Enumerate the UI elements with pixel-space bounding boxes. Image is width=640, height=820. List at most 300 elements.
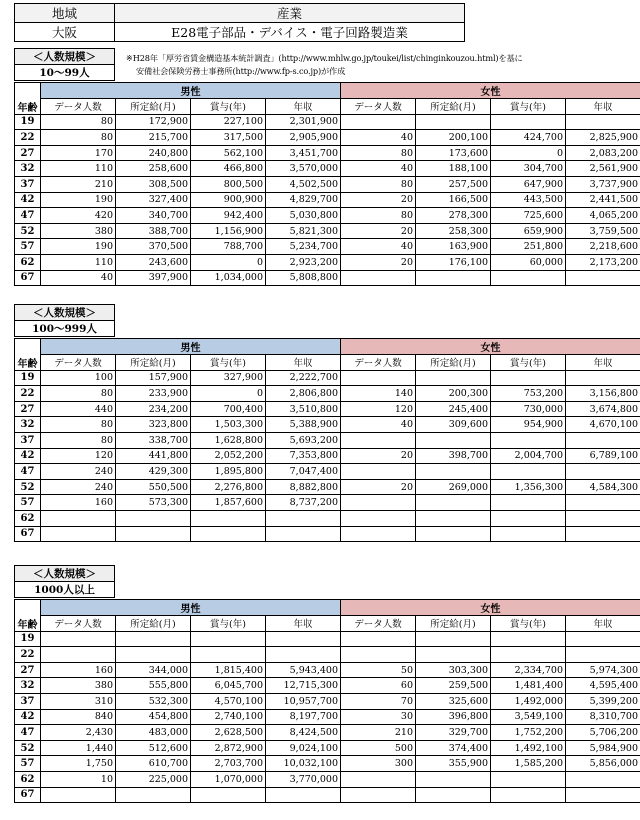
male-bonus-cell: 562,100 bbox=[191, 145, 266, 161]
female-income-cell: 2,441,500 bbox=[566, 192, 640, 208]
female-salary-cell bbox=[416, 464, 491, 480]
wage-table bbox=[14, 338, 640, 542]
table-row bbox=[15, 526, 640, 542]
male-salary-cell: 338,700 bbox=[116, 432, 191, 448]
female-bonus-cell: 1,481,400 bbox=[491, 678, 566, 694]
female-income-cell bbox=[566, 432, 640, 448]
column-header-count: データ人数 bbox=[41, 99, 116, 115]
size-box bbox=[14, 48, 115, 81]
male-bonus-cell: 700,400 bbox=[191, 401, 266, 417]
male-header: 男性 bbox=[41, 339, 341, 355]
female-bonus-cell: 954,900 bbox=[491, 417, 566, 433]
male-count-cell: 80 bbox=[41, 386, 116, 402]
male-salary-cell: 225,000 bbox=[116, 771, 191, 787]
male-count-cell: 210 bbox=[41, 176, 116, 192]
male-salary-cell: 532,300 bbox=[116, 693, 191, 709]
female-count-cell: 40 bbox=[341, 417, 416, 433]
male-salary-cell: 512,600 bbox=[116, 740, 191, 756]
female-bonus-cell bbox=[491, 631, 566, 647]
female-bonus-cell: 3,549,100 bbox=[491, 709, 566, 725]
male-income-cell: 3,451,700 bbox=[266, 145, 341, 161]
female-bonus-cell: 725,600 bbox=[491, 208, 566, 224]
male-count-cell bbox=[41, 526, 116, 542]
female-count-cell bbox=[341, 370, 416, 386]
female-count-cell: 50 bbox=[341, 662, 416, 678]
male-count-cell: 190 bbox=[41, 192, 116, 208]
female-salary-cell: 396,800 bbox=[416, 709, 491, 725]
female-salary-cell: 163,900 bbox=[416, 239, 491, 255]
male-income-cell: 5,821,300 bbox=[266, 223, 341, 239]
male-salary-cell: 454,800 bbox=[116, 709, 191, 725]
female-count-cell: 70 bbox=[341, 693, 416, 709]
male-bonus-cell: 1,628,800 bbox=[191, 432, 266, 448]
female-salary-cell bbox=[416, 495, 491, 511]
male-bonus-cell: 2,628,500 bbox=[191, 725, 266, 741]
male-salary-cell: 344,000 bbox=[116, 662, 191, 678]
male-count-cell: 80 bbox=[41, 114, 116, 130]
female-salary-cell: 200,300 bbox=[416, 386, 491, 402]
male-salary-cell: 234,200 bbox=[116, 401, 191, 417]
female-income-cell: 2,083,200 bbox=[566, 145, 640, 161]
female-bonus-cell: 251,800 bbox=[491, 239, 566, 255]
female-salary-cell: 303,300 bbox=[416, 662, 491, 678]
column-header-bonus: 賞与(年) bbox=[191, 616, 266, 632]
column-header-salary: 所定給(月) bbox=[116, 616, 191, 632]
male-income-cell: 5,808,800 bbox=[266, 270, 341, 286]
age-cell: 52 bbox=[15, 223, 41, 239]
male-income-cell: 2,301,900 bbox=[266, 114, 341, 130]
female-salary-cell bbox=[416, 647, 491, 663]
female-income-cell: 3,759,500 bbox=[566, 223, 640, 239]
female-count-cell: 30 bbox=[341, 709, 416, 725]
male-count-cell: 160 bbox=[41, 662, 116, 678]
industry-value: E28電子部品・デバイス・電子回路製造業 bbox=[115, 23, 465, 42]
age-cell: 22 bbox=[15, 130, 41, 146]
female-header: 女性 bbox=[341, 83, 640, 99]
male-income-cell: 5,030,800 bbox=[266, 208, 341, 224]
table-row bbox=[15, 401, 640, 417]
age-cell: 52 bbox=[15, 740, 41, 756]
male-income-cell: 4,829,700 bbox=[266, 192, 341, 208]
table-row bbox=[15, 176, 640, 192]
male-salary-cell: 550,500 bbox=[116, 479, 191, 495]
male-bonus-cell: 900,900 bbox=[191, 192, 266, 208]
female-bonus-cell: 443,500 bbox=[491, 192, 566, 208]
female-count-cell: 20 bbox=[341, 254, 416, 270]
table-row bbox=[15, 740, 640, 756]
source-note-line2: 安備社会保険労務士事務所(http://www.fp-s.co.jp)が作成 bbox=[136, 66, 346, 76]
female-count-cell: 300 bbox=[341, 756, 416, 772]
female-income-cell: 3,674,800 bbox=[566, 401, 640, 417]
male-count-cell: 100 bbox=[41, 370, 116, 386]
table-row bbox=[15, 678, 640, 694]
male-income-cell: 10,957,700 bbox=[266, 693, 341, 709]
age-cell: 27 bbox=[15, 145, 41, 161]
female-count-cell: 120 bbox=[341, 401, 416, 417]
female-income-cell: 3,737,900 bbox=[566, 176, 640, 192]
male-bonus-cell: 2,276,800 bbox=[191, 479, 266, 495]
male-income-cell: 7,353,800 bbox=[266, 448, 341, 464]
male-bonus-cell: 2,740,100 bbox=[191, 709, 266, 725]
table-row bbox=[15, 254, 640, 270]
female-income-cell bbox=[566, 464, 640, 480]
corner-cell bbox=[15, 83, 41, 99]
male-count-cell: 840 bbox=[41, 709, 116, 725]
male-income-cell bbox=[266, 647, 341, 663]
female-bonus-cell: 2,004,700 bbox=[491, 448, 566, 464]
male-income-cell: 5,693,200 bbox=[266, 432, 341, 448]
female-income-cell bbox=[566, 647, 640, 663]
male-salary-cell: 233,900 bbox=[116, 386, 191, 402]
male-count-cell: 40 bbox=[41, 270, 116, 286]
table-row bbox=[15, 370, 640, 386]
male-bonus-cell: 1,070,000 bbox=[191, 771, 266, 787]
male-salary-cell: 555,800 bbox=[116, 678, 191, 694]
female-bonus-cell: 1,752,200 bbox=[491, 725, 566, 741]
male-count-cell: 110 bbox=[41, 161, 116, 177]
wage-table bbox=[14, 599, 640, 803]
female-salary-cell: 329,700 bbox=[416, 725, 491, 741]
female-bonus-cell: 304,700 bbox=[491, 161, 566, 177]
female-bonus-cell: 1,492,100 bbox=[491, 740, 566, 756]
source-note bbox=[126, 52, 523, 78]
column-header-count: データ人数 bbox=[341, 616, 416, 632]
female-bonus-cell: 647,900 bbox=[491, 176, 566, 192]
female-income-cell bbox=[566, 370, 640, 386]
female-salary-cell: 188,100 bbox=[416, 161, 491, 177]
female-income-cell: 3,156,800 bbox=[566, 386, 640, 402]
female-salary-cell: 173,600 bbox=[416, 145, 491, 161]
male-income-cell: 8,197,700 bbox=[266, 709, 341, 725]
age-column-header: 年齢 bbox=[15, 616, 41, 632]
male-header: 男性 bbox=[41, 600, 341, 616]
size-box bbox=[14, 304, 115, 337]
table-row bbox=[15, 417, 640, 433]
male-income-cell: 3,770,000 bbox=[266, 771, 341, 787]
male-salary-cell: 157,900 bbox=[116, 370, 191, 386]
male-bonus-cell: 942,400 bbox=[191, 208, 266, 224]
female-salary-cell: 269,000 bbox=[416, 479, 491, 495]
female-salary-cell: 257,500 bbox=[416, 176, 491, 192]
age-cell: 47 bbox=[15, 464, 41, 480]
female-count-cell: 60 bbox=[341, 678, 416, 694]
female-count-cell bbox=[341, 526, 416, 542]
female-bonus-cell bbox=[491, 114, 566, 130]
age-cell: 67 bbox=[15, 270, 41, 286]
female-count-cell bbox=[341, 771, 416, 787]
female-count-cell bbox=[341, 787, 416, 803]
male-salary-cell: 388,700 bbox=[116, 223, 191, 239]
male-bonus-cell: 788,700 bbox=[191, 239, 266, 255]
column-header-bonus: 賞与(年) bbox=[491, 99, 566, 115]
male-salary-cell bbox=[116, 526, 191, 542]
male-count-cell bbox=[41, 631, 116, 647]
female-salary-cell bbox=[416, 631, 491, 647]
male-bonus-cell: 2,872,900 bbox=[191, 740, 266, 756]
table-row bbox=[15, 495, 640, 511]
age-cell: 19 bbox=[15, 370, 41, 386]
female-salary-cell: 398,700 bbox=[416, 448, 491, 464]
column-header-bonus: 賞与(年) bbox=[191, 99, 266, 115]
male-salary-cell: 240,800 bbox=[116, 145, 191, 161]
female-income-cell: 2,173,200 bbox=[566, 254, 640, 270]
female-count-cell: 80 bbox=[341, 208, 416, 224]
male-bonus-cell: 800,500 bbox=[191, 176, 266, 192]
table-row bbox=[15, 192, 640, 208]
column-header-income: 年収 bbox=[566, 355, 640, 371]
male-salary-cell: 429,300 bbox=[116, 464, 191, 480]
female-count-cell: 20 bbox=[341, 192, 416, 208]
size-value: 1000人以上 bbox=[15, 582, 115, 598]
male-income-cell: 7,047,400 bbox=[266, 464, 341, 480]
table-row bbox=[15, 239, 640, 255]
male-income-cell: 2,222,700 bbox=[266, 370, 341, 386]
female-count-cell bbox=[341, 432, 416, 448]
female-bonus-cell bbox=[491, 771, 566, 787]
female-bonus-cell bbox=[491, 270, 566, 286]
male-count-cell: 1,750 bbox=[41, 756, 116, 772]
female-salary-cell bbox=[416, 432, 491, 448]
male-count-cell: 80 bbox=[41, 432, 116, 448]
age-column-header: 年齢 bbox=[15, 355, 41, 371]
male-salary-cell: 308,500 bbox=[116, 176, 191, 192]
column-header-income: 年収 bbox=[266, 355, 341, 371]
female-bonus-cell: 1,585,200 bbox=[491, 756, 566, 772]
table-row bbox=[15, 662, 640, 678]
region-label: 地域 bbox=[15, 4, 115, 23]
female-salary-cell: 176,100 bbox=[416, 254, 491, 270]
male-income-cell bbox=[266, 787, 341, 803]
male-bonus-cell: 2,052,200 bbox=[191, 448, 266, 464]
male-salary-cell bbox=[116, 510, 191, 526]
female-income-cell bbox=[566, 787, 640, 803]
male-bonus-cell: 1,895,800 bbox=[191, 464, 266, 480]
male-income-cell: 2,905,900 bbox=[266, 130, 341, 146]
female-income-cell: 2,218,600 bbox=[566, 239, 640, 255]
male-income-cell: 12,715,300 bbox=[266, 678, 341, 694]
age-cell: 57 bbox=[15, 495, 41, 511]
female-income-cell bbox=[566, 510, 640, 526]
male-salary-cell: 397,900 bbox=[116, 270, 191, 286]
male-salary-cell: 327,400 bbox=[116, 192, 191, 208]
female-bonus-cell: 753,200 bbox=[491, 386, 566, 402]
male-salary-cell bbox=[116, 647, 191, 663]
male-bonus-cell: 317,500 bbox=[191, 130, 266, 146]
female-count-cell: 20 bbox=[341, 223, 416, 239]
age-cell: 42 bbox=[15, 709, 41, 725]
table-row bbox=[15, 631, 640, 647]
industry-label: 産業 bbox=[115, 4, 465, 23]
age-cell: 22 bbox=[15, 647, 41, 663]
male-count-cell bbox=[41, 787, 116, 803]
male-count-cell: 310 bbox=[41, 693, 116, 709]
male-bonus-cell bbox=[191, 787, 266, 803]
female-bonus-cell: 1,356,300 bbox=[491, 479, 566, 495]
female-count-cell bbox=[341, 495, 416, 511]
female-salary-cell: 355,900 bbox=[416, 756, 491, 772]
female-salary-cell: 245,400 bbox=[416, 401, 491, 417]
male-bonus-cell: 1,815,400 bbox=[191, 662, 266, 678]
male-count-cell: 190 bbox=[41, 239, 116, 255]
male-salary-cell bbox=[116, 631, 191, 647]
age-cell: 22 bbox=[15, 386, 41, 402]
female-salary-cell: 374,400 bbox=[416, 740, 491, 756]
column-header-salary: 所定給(月) bbox=[416, 99, 491, 115]
table-row bbox=[15, 693, 640, 709]
age-cell: 67 bbox=[15, 787, 41, 803]
male-count-cell: 2,430 bbox=[41, 725, 116, 741]
male-count-cell: 380 bbox=[41, 223, 116, 239]
male-bonus-cell bbox=[191, 647, 266, 663]
male-income-cell: 5,943,400 bbox=[266, 662, 341, 678]
male-count-cell: 120 bbox=[41, 448, 116, 464]
table-row bbox=[15, 386, 640, 402]
male-salary-cell: 610,700 bbox=[116, 756, 191, 772]
table-row bbox=[15, 270, 640, 286]
table-row bbox=[15, 130, 640, 146]
female-bonus-cell: 424,700 bbox=[491, 130, 566, 146]
male-income-cell: 4,502,500 bbox=[266, 176, 341, 192]
female-income-cell: 8,310,700 bbox=[566, 709, 640, 725]
female-count-cell bbox=[341, 647, 416, 663]
column-header-bonus: 賞与(年) bbox=[491, 355, 566, 371]
male-salary-cell: 340,700 bbox=[116, 208, 191, 224]
female-income-cell: 5,706,200 bbox=[566, 725, 640, 741]
female-income-cell: 4,595,400 bbox=[566, 678, 640, 694]
male-bonus-cell: 4,570,100 bbox=[191, 693, 266, 709]
female-bonus-cell: 60,000 bbox=[491, 254, 566, 270]
column-header-salary: 所定給(月) bbox=[416, 616, 491, 632]
male-salary-cell bbox=[116, 787, 191, 803]
male-count-cell: 160 bbox=[41, 495, 116, 511]
age-cell: 57 bbox=[15, 239, 41, 255]
table-row bbox=[15, 787, 640, 803]
table-row bbox=[15, 432, 640, 448]
female-count-cell bbox=[341, 510, 416, 526]
size-title: ＜人数規模＞ bbox=[15, 305, 115, 321]
male-salary-cell: 243,600 bbox=[116, 254, 191, 270]
female-bonus-cell: 2,334,700 bbox=[491, 662, 566, 678]
male-salary-cell: 258,600 bbox=[116, 161, 191, 177]
female-count-cell: 140 bbox=[341, 386, 416, 402]
age-cell: 62 bbox=[15, 771, 41, 787]
female-income-cell: 4,584,300 bbox=[566, 479, 640, 495]
male-bonus-cell: 1,857,600 bbox=[191, 495, 266, 511]
female-count-cell bbox=[341, 631, 416, 647]
female-salary-cell bbox=[416, 270, 491, 286]
male-bonus-cell: 2,703,700 bbox=[191, 756, 266, 772]
age-cell: 32 bbox=[15, 678, 41, 694]
male-bonus-cell: 6,045,700 bbox=[191, 678, 266, 694]
age-cell: 67 bbox=[15, 526, 41, 542]
female-count-cell bbox=[341, 270, 416, 286]
female-income-cell: 2,825,900 bbox=[566, 130, 640, 146]
age-cell: 52 bbox=[15, 479, 41, 495]
male-income-cell: 8,882,800 bbox=[266, 479, 341, 495]
male-income-cell: 2,923,200 bbox=[266, 254, 341, 270]
female-income-cell bbox=[566, 631, 640, 647]
male-income-cell: 9,024,100 bbox=[266, 740, 341, 756]
age-cell: 47 bbox=[15, 208, 41, 224]
male-count-cell: 110 bbox=[41, 254, 116, 270]
male-bonus-cell: 1,034,000 bbox=[191, 270, 266, 286]
age-cell: 57 bbox=[15, 756, 41, 772]
female-count-cell: 20 bbox=[341, 448, 416, 464]
female-bonus-cell: 1,492,000 bbox=[491, 693, 566, 709]
male-count-cell: 10 bbox=[41, 771, 116, 787]
table-row bbox=[15, 161, 640, 177]
size-box bbox=[14, 565, 115, 598]
male-bonus-cell: 466,800 bbox=[191, 161, 266, 177]
male-bonus-cell: 327,900 bbox=[191, 370, 266, 386]
table-row bbox=[15, 725, 640, 741]
female-salary-cell bbox=[416, 114, 491, 130]
column-header-income: 年収 bbox=[266, 616, 341, 632]
female-salary-cell bbox=[416, 771, 491, 787]
male-salary-cell: 441,800 bbox=[116, 448, 191, 464]
male-bonus-cell bbox=[191, 526, 266, 542]
column-header-salary: 所定給(月) bbox=[116, 99, 191, 115]
female-salary-cell: 166,500 bbox=[416, 192, 491, 208]
female-income-cell bbox=[566, 114, 640, 130]
age-cell: 32 bbox=[15, 161, 41, 177]
female-income-cell bbox=[566, 495, 640, 511]
table-row bbox=[15, 464, 640, 480]
female-count-cell: 40 bbox=[341, 161, 416, 177]
size-title: ＜人数規模＞ bbox=[15, 566, 115, 582]
region-value: 大阪 bbox=[15, 23, 115, 42]
size-value: 100～999人 bbox=[15, 321, 115, 337]
male-income-cell bbox=[266, 631, 341, 647]
age-cell: 27 bbox=[15, 662, 41, 678]
table-row bbox=[15, 145, 640, 161]
male-bonus-cell: 1,503,300 bbox=[191, 417, 266, 433]
female-income-cell bbox=[566, 771, 640, 787]
female-income-cell: 5,399,200 bbox=[566, 693, 640, 709]
female-count-cell bbox=[341, 114, 416, 130]
table-row bbox=[15, 114, 640, 130]
table-row bbox=[15, 510, 640, 526]
column-header-income: 年収 bbox=[566, 616, 640, 632]
age-cell: 62 bbox=[15, 510, 41, 526]
male-salary-cell: 483,000 bbox=[116, 725, 191, 741]
male-income-cell bbox=[266, 510, 341, 526]
female-salary-cell: 309,600 bbox=[416, 417, 491, 433]
male-count-cell bbox=[41, 510, 116, 526]
female-income-cell: 5,856,000 bbox=[566, 756, 640, 772]
age-cell: 27 bbox=[15, 401, 41, 417]
table-row bbox=[15, 709, 640, 725]
corner-cell bbox=[15, 339, 41, 355]
source-note-line1: ※H28年「厚労省賃金構造基本統計調査」(http://www.mhlw.go.jp/toukei/list/chinginkouzou.html)を基に bbox=[126, 53, 523, 63]
female-count-cell: 20 bbox=[341, 479, 416, 495]
age-cell: 62 bbox=[15, 254, 41, 270]
female-bonus-cell bbox=[491, 432, 566, 448]
table-row bbox=[15, 771, 640, 787]
male-salary-cell: 172,900 bbox=[116, 114, 191, 130]
female-count-cell: 210 bbox=[341, 725, 416, 741]
male-income-cell: 5,388,900 bbox=[266, 417, 341, 433]
age-cell: 47 bbox=[15, 725, 41, 741]
male-salary-cell: 573,300 bbox=[116, 495, 191, 511]
column-header-count: データ人数 bbox=[41, 616, 116, 632]
male-income-cell: 10,032,100 bbox=[266, 756, 341, 772]
male-count-cell: 380 bbox=[41, 678, 116, 694]
table-row bbox=[15, 756, 640, 772]
female-income-cell: 4,670,100 bbox=[566, 417, 640, 433]
female-bonus-cell: 0 bbox=[491, 145, 566, 161]
female-income-cell: 2,561,900 bbox=[566, 161, 640, 177]
